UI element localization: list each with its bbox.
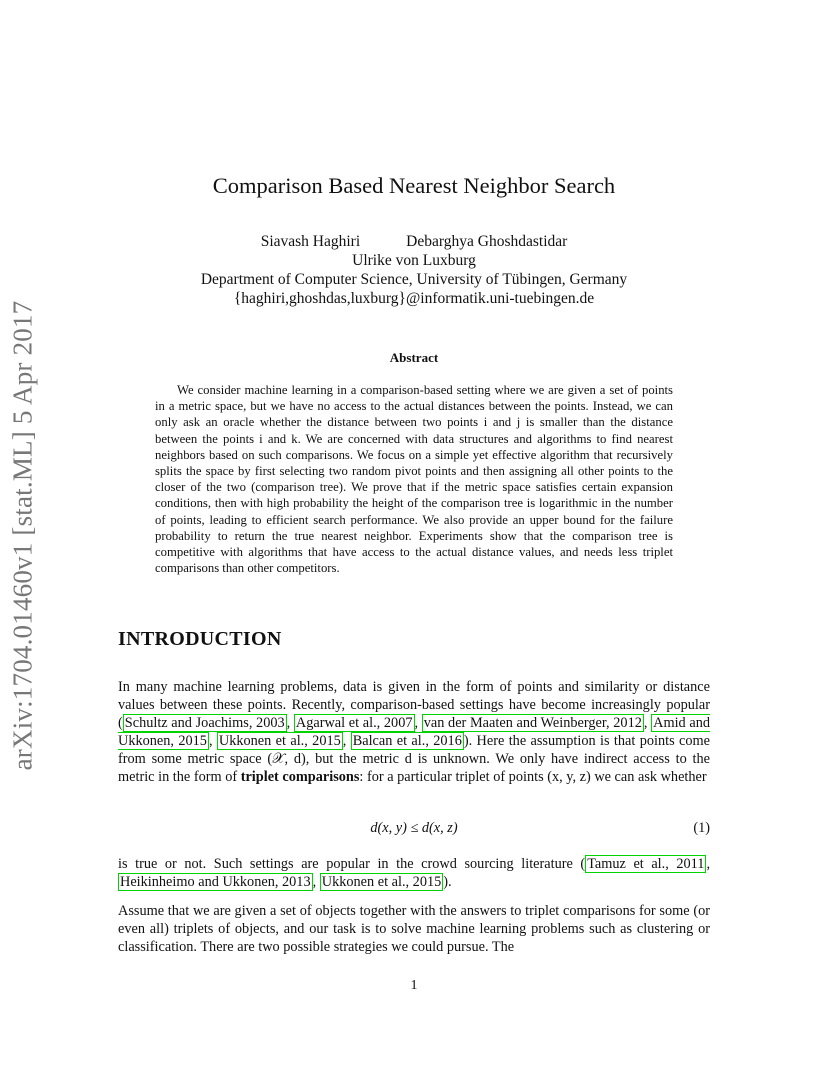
separator: , (312, 874, 320, 890)
citation-link[interactable]: Amid and Ukkonen, 2015 (118, 715, 710, 749)
paper-title: Comparison Based Nearest Neighbor Search (212, 173, 616, 198)
abstract-heading: Abstract (389, 350, 439, 365)
author-affiliation: Department of Computer Science, University of Tübingen, Germany (200, 271, 628, 288)
author-emails: {haghiri,ghoshdas,luxburg}@informatik.uni-tuebingen.de (233, 290, 595, 307)
separator: , (342, 733, 351, 749)
separator: , (208, 733, 217, 749)
equation-expression: d(x, y) ≤ d(x, z) (370, 820, 458, 836)
author-block (0, 232, 828, 308)
author-name: Ulrike von Luxburg (352, 252, 476, 269)
arxiv-identifier: arXiv:1704.01460v1 [stat.ML] 5 Apr 2017 (7, 300, 38, 770)
citation-link[interactable]: Heikinheimo and Ukkonen, 2013 (120, 874, 311, 890)
page-number: 1 (410, 978, 418, 993)
author-row (0, 232, 828, 251)
arxiv-sidebar-stamp (2, 300, 44, 770)
separator: , (414, 715, 422, 731)
paragraph-text: In many machine learning problems, data is given in the form of points and similarity or distance values between these points. Recently, comparison-based settings have become increasingly popular ( (118, 679, 710, 731)
paragraph-text: ). (443, 874, 452, 890)
separator: , (643, 715, 652, 731)
author-name: Debarghya Ghoshdastidar (406, 233, 568, 250)
emphasized-term: triplet comparisons (240, 769, 360, 785)
intro-paragraph-1 (118, 678, 710, 786)
citation-link[interactable]: Schultz and Joachims, 2003 (124, 715, 285, 731)
abstract-text: We consider machine learning in a comparison-based setting where we are given a set of points in a metric space, but we have no access to the actual distances between the points. Instead, we can only ask an oracle whether the distance between two points i and j is smaller than the distance between the points i and k. We are concerned with data structures and algorithms to find nearest neighbors based on such comparisons. We focus on a simple yet effective algorithm that recursively splits the space by first selecting two random pivot points and then assigning all other points to the closer of the two (comparison tree). We prove that if the metric space satisfies certain expansion conditions, then with high probability the height of the comparison tree is logarithmic in the number of points, leading to efficient search performance. We also provide an upper bound for the failure probability to return the true nearest neighbor. Experiments show that the comparison tree is competitive with algorithms that have access to the actual distance values, and needs less triplet comparisons than other competitors. (155, 383, 673, 576)
citation-link[interactable]: Ukkonen et al., 2015 (321, 874, 442, 890)
intro-paragraph-3: Assume that we are given a set of objects together with the answers to triplet comparisons for some (or even all) triplets of objects, and our task is to solve machine learning problems such as clustering or classification. There are two possible strategies we could pursue. The (118, 903, 710, 955)
separator: , (706, 856, 711, 872)
paragraph-text: is true or not. Such settings are popular in the crowd sourcing literature ( (118, 856, 586, 872)
equation-number: (1) (693, 820, 710, 836)
paragraph-text: ). Here the assumption is that points come from some metric space (𝒳, d), but the metric d is unknown. We only have indirect access to the metric in the form of (118, 733, 710, 785)
intro-paragraph-2 (118, 855, 710, 891)
citation-link[interactable]: Balcan et al., 2016 (352, 733, 462, 749)
author-name: Siavash Haghiri (260, 233, 361, 250)
citation-link[interactable]: van der Maaten and Weinberger, 2012 (423, 715, 642, 731)
citation-link[interactable]: Agarwal et al., 2007 (295, 715, 413, 731)
equation-1 (118, 820, 710, 840)
citation-link[interactable]: Tamuz et al., 2011 (587, 856, 705, 872)
separator: , (286, 715, 294, 731)
citation-link[interactable]: Ukkonen et al., 2015 (218, 733, 341, 749)
paragraph-text: : for a particular triplet of points (x, y, z) we can ask whether (359, 769, 707, 785)
section-heading: INTRODUCTION (118, 628, 282, 650)
